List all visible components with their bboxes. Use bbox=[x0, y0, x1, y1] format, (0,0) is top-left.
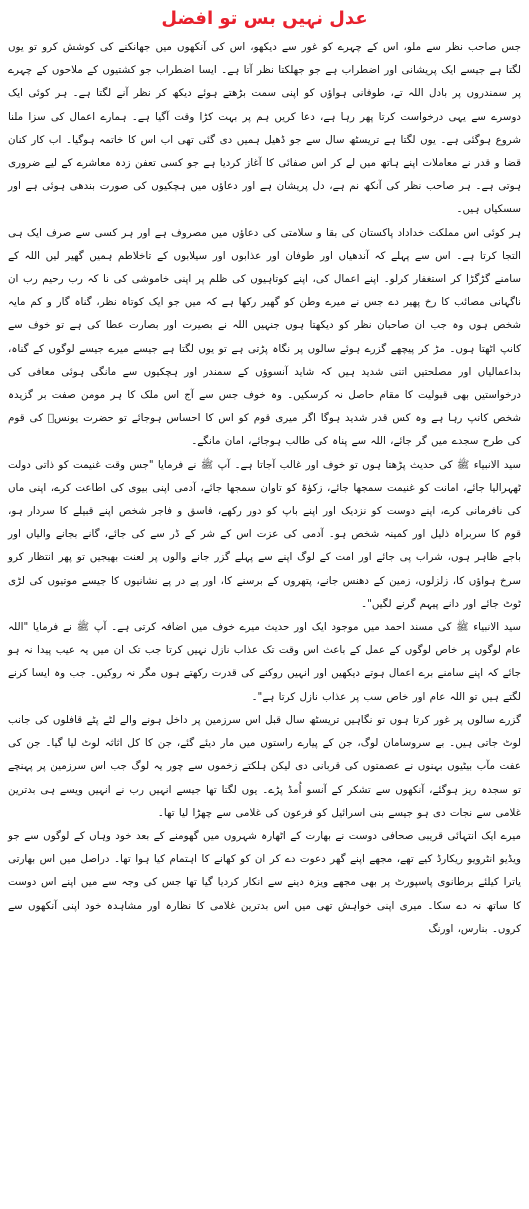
article-paragraph-5: گزرے سالوں پر غور کرتا ہوں تو نگاہیں تریسٹھ سال قبل اس سرزمین پر داخل ہونے والے لٹے پٹے قافلوں کی جانب لوٹ جاتی ہیں۔ بے سروسامان لوگ، جن کے پیارے راستوں میں مار دیئے گئے، جن کا کل اثاثہ لوٹ لیا گیا۔ جن کی عفت مآب بیٹیوں بہنوں نے عصمتوں کی قربانی دی لیکن ہلکتے زخموں سے چور یہ لوگ جب اس سرزمین پر پہنچے تو سجدہ ریز ہوگئے، آنکھوں سے تشکر کے آنسو اُمڈ پڑے۔ یوں لگتا تھا جیسے انہیں رب نے انہیں ویسے ہی بدترین غلامی سے نجات دی ہو جیسے بنی اسرائیل کو فرعون کی غلامی سے چھڑا لیا تھا۔ bbox=[8, 713, 521, 819]
article-paragraph-1: جس صاحب نظر سے ملو، اس کے چہرے کو غور سے دیکھو، اس کی آنکھوں میں جھانکنے کی کوشش کرو تو یوں لگتا ہے جیسے ایک پریشانی اور اضطراب ہے جو جھلکتا نظر آتا ہے۔ ایسا اضطراب جو کشتیوں کے ملاحوں کے چہرے پر سمندروں پر بادل اللہ تے، طوفانی ہواؤں کو اپنی سمت بڑھتے ہوئے دیکھ کر نظر آنے لگتا ہے۔ ہر کوئی ایک دوسرے سے یہی درخواست کرتا پھر رہا ہے، دعا کریں ہم پر بہت کڑا وقت آگیا ہے۔ ہمارے اعمال کی سزا ملنا شروع ہوگئی ہے۔ یوں لگتا ہے تریسٹھ سال سے جو ڈھیل ہمیں دی گئی تھی اب اس کا خاتمہ ہوگیا۔ اب کار کنان قضا و قدر نے معاملات اپنے ہاتھ میں لے کر اس صفائی کا آغاز کردیا ہے جو کسی تعفن زدہ معاشرے کے لیے ضروری ہوتی ہے۔ ہر صاحب نظر کی آنکھ نم ہے، دل پریشان ہے اور دعاؤں میں ہچکیوں کی صورت بندھی ہوئی ہے اور سسکیاں ہیں۔ bbox=[8, 41, 521, 216]
article-paragraph-2: ہر کوئی اس مملکت خداداد پاکستان کی بقا و سلامتی کی دعاؤں میں مصروف ہے اور ہر کسی سے صرف ایک ہی التجا کرتا ہے۔ اس سے پہلے کہ آندھیاں اور طوفان اور عذابوں اور سیلابوں کے تاخلاطم ہمیں گھیر لیں اللہ کے سامنے گڑگڑا کر استغفار کرلو۔ اپنے اعمال کی، اپنے کوتاہیوں کی ظلم پر اپنی خاموشی کی نا کہ رب رحیم رب ان ناگہانی مصائب کا رخ پھیر دے جس نے میرے وطن کو گھیر رکھا ہے کہ میں جو ایک کوتاہ نظر، گناہ گار و کم مایہ شخص ہوں وہ جب ان صاحبان نظر کو دیکھتا ہوں جنہیں اللہ نے بصیرت اور بصارت عطا کی ہے تو خوف سے کانپ اٹھتا ہوں۔ مڑ کر پیچھے گزرے ہوئے سالوں پر نگاہ پڑتی ہے تو یوں لگتا ہے جیسے میرے جیسے لوگوں کے گناہ، بداعمالیاں اور مصلحتیں اتنی شدید ہیں کہ شاید آنسوؤں کے سمندر اور ہچکیوں سے مانگی ہوئی معافی کی درخواستیں بھی قبولیت کا مقام حاصل نہ کرسکیں۔ وہ خوف جس سے آج اس ملک کا ہر مومن صفت بر گزیدہ شخص کانپ رہا ہے وہ کس قدر شدید ہوگا اگر میری قوم کو اس کا احساس ہوجائے تو حضرت یونسؑ کی قوم کی طرح سجدے میں گر جائے، اللہ سے پناہ کی طالب ہوجائے، امان مانگے۔ bbox=[8, 226, 521, 448]
article-title: عدل نہیں بس تو افضل bbox=[161, 8, 368, 29]
article-paragraph-4: سید الانبیاء ﷺ کی مسند احمد میں موجود ایک اور حدیث میرے خوف میں اضافہ کرتی ہے۔ آپ ﷺ نے فرمایا "اللہ عام لوگوں پر خاص لوگوں کے عمل کے باعث اس وقت تک عذاب نازل نہیں کرتا جب تک ان میں یہ عیب پیدا نہ ہو جائے کہ اپنے سامنے برے اعمال ہوتے دیکھیں اور انہیں روکنے کی قدرت رکھتے ہوں مگر نہ روکیں۔ جب وہ ایسا کرنے لگتے ہیں تو اللہ عام اور خاص سب پر عذاب نازل کرتا ہے"۔ bbox=[8, 621, 521, 703]
article-paragraph-6: میرے ایک انتہائی قریبی صحافی دوست نے بھارت کے اٹھارہ شہروں میں گھومنے کے بعد خود وہاں کے لوگوں سے جو ویڈیو انٹرویو ریکارڈ کیے تھے، مجھے اپنے گھر دعوت دے کر ان کو کھانے کا اہتمام کیا ہوا تھا۔ دراصل میں اس بھارتی یاترا کیلئے برطانوی پاسپورٹ پر بھی مجھے ویزہ دینے سے انکار کردیا گیا تھا جس کی وجہ سے میں اپنے اس دوست کا ساتھ نہ دے سکا۔ میری اپنی خواہش تھی میں اس بدترین غلامی کا نظارہ اور مشاہدہ خود اپنی آنکھوں سے کروں۔ بنارس، اورنگ bbox=[8, 829, 521, 935]
article-paragraph-3: سید الانبیاء ﷺ کی حدیث پڑھتا ہوں تو خوف اور غالب آجاتا ہے۔ آپ ﷺ نے فرمایا "جس وقت غنیمت کو ذاتی دولت ٹھہرالیا جائے، امانت کو غنیمت سمجھا جائے، زکوٰۃ کو تاوان سمجھا جائے، آدمی اپنی بیوی کی اطاعت کرے، اپنی ماں کی نافرمانی کرے، اپنے دوست کو نزدیک اور اپنے باپ کو دور رکھے، فاسق و فاجر شخص اپنے قبیلے کا سردار ہو، قوم کا سربراہ ذلیل اور کمینہ شخص ہو۔ آدمی کی عزت اس کے شر کے ڈر سے کی جائے، گانے بجانے والیاں اور باجے ظاہر ہوں، شراب پی جائے اور امت کے لوگ اپنے سے پہلے گزر جانے والوں پر لعنت بھیجیں تو پھر انتظار کرو سرخ ہواؤں کا، زلزلوں، زمین کے دھنس جانے، پتھروں کے برسنے کا، اور پے در پے نشانیوں کا جیسے موتیوں کی لڑی ٹوٹ جائے اور دانے پیہم گرنے لگیں"۔ bbox=[8, 458, 521, 610]
